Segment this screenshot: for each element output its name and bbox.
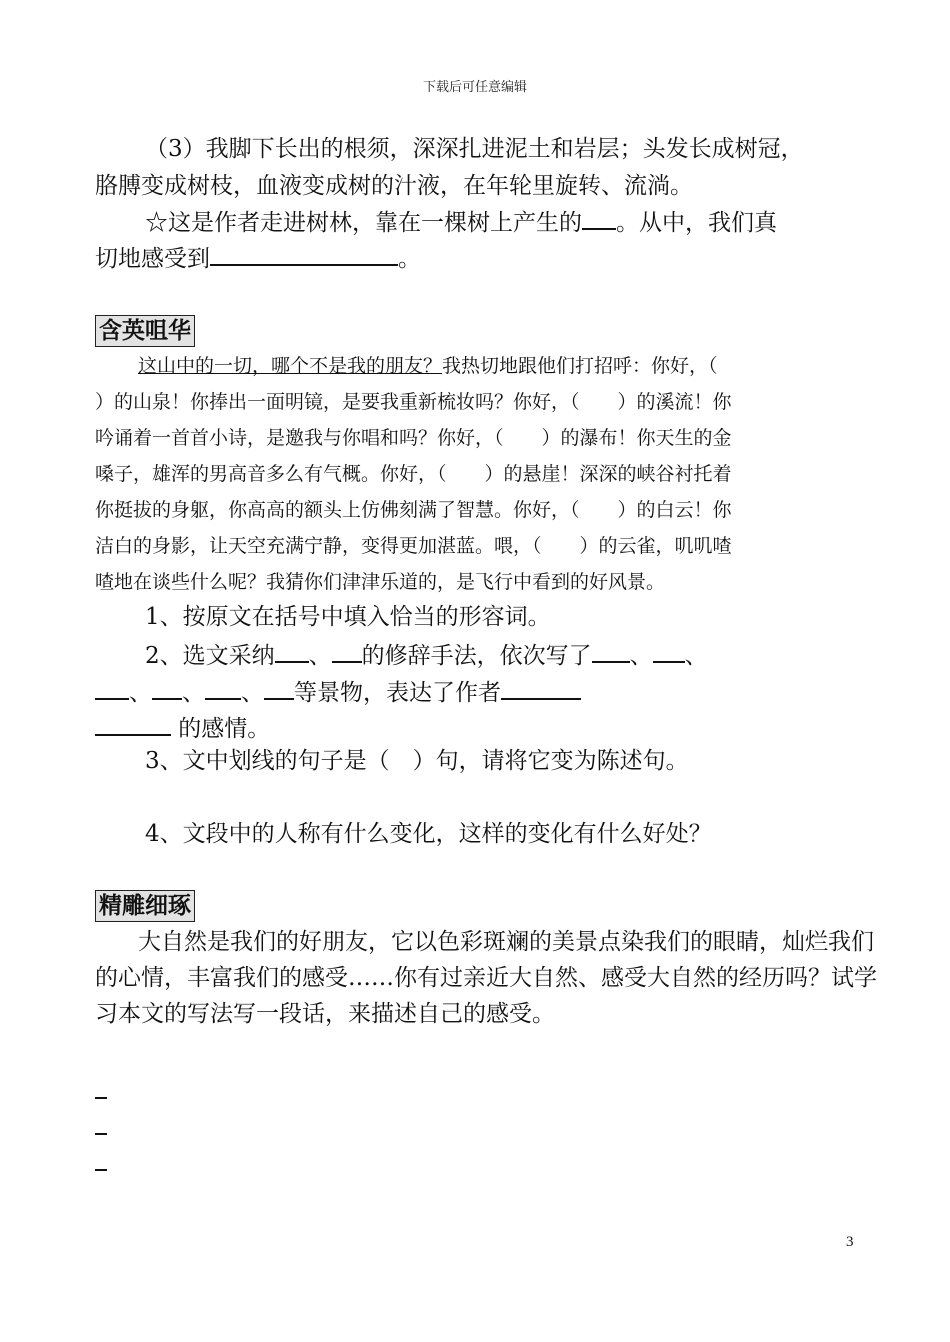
answer-blank[interactable]: [653, 639, 685, 663]
question-1: 1、按原文在括号中填入恰当的形容词。: [145, 604, 551, 630]
passage-line-7: 喳地在谈些什么呢？我猜你们津津乐道的，是飞行中看到的好风景。: [95, 571, 666, 593]
separator: 、: [308, 643, 332, 669]
question-2-text: 的修辞手法，依次写了: [361, 643, 592, 669]
passage-line-4: 嗓子，雄浑的男高音多么有气概。你好，（ ）的悬崖！深深的峡谷衬托着: [95, 463, 732, 485]
writing-prompt-line-3: 习本文的写法写一段话，来描述自己的感受。: [95, 1001, 555, 1027]
star-question-text-c: 切地感受到: [95, 246, 210, 272]
question-2-line-3: [95, 712, 270, 745]
passage-line-1: [138, 351, 718, 381]
star-question-text-d: 。: [398, 246, 421, 272]
writing-prompt-line-1: 大自然是我们的好朋友，它以色彩斑斓的美景点染我们的眼睛，灿烂我们: [138, 929, 874, 955]
answer-blank[interactable]: [264, 676, 294, 700]
question-3: 3、文中划线的句子是（ ）句，请将它变为陈述句。: [145, 748, 689, 774]
section-heading-jingdiao: 精雕细琢: [95, 890, 195, 922]
question-2-line-2: [95, 676, 581, 709]
question-2-line-1: [145, 639, 708, 672]
separator: 、: [629, 643, 653, 669]
answer-blank-long[interactable]: [210, 242, 398, 266]
page-header: 下载后可任意编辑: [422, 80, 527, 95]
question-2-text: 等景物，表达了作者: [294, 680, 501, 706]
answer-blank[interactable]: [332, 639, 362, 663]
separator: 、: [241, 680, 264, 706]
writing-line[interactable]: [95, 1133, 107, 1135]
passage-text: 我热切地跟他们打招呼：你好，（: [442, 355, 718, 377]
star-question-line-1: [145, 206, 777, 239]
writing-prompt-line-2: 的心情，丰富我们的感受……你有过亲近大自然、感受大自然的经历吗？试学: [95, 965, 877, 991]
star-question-text-a: ☆这是作者走进树林，靠在一棵树上产生的: [145, 210, 582, 236]
star-question-text-b: 。从中，我们真: [616, 210, 777, 236]
passage-line-3: 吟诵着一首首小诗，是邀我与你唱和吗？你好，（ ）的瀑布！你天生的金: [95, 427, 732, 449]
passage-line-2: ）的山泉！你捧出一面明镜，是要我重新梳妆吗？你好，（ ）的溪流！你: [95, 391, 732, 413]
answer-blank[interactable]: [275, 639, 309, 663]
answer-blank[interactable]: [205, 676, 241, 700]
answer-blank[interactable]: [152, 676, 182, 700]
question-3-line-1: （3）我脚下长出的根须，深深扎进泥土和岩层；头发长成树冠，: [145, 136, 804, 162]
writing-line[interactable]: [95, 1097, 107, 1099]
separator: 、: [129, 680, 152, 706]
answer-blank[interactable]: [592, 639, 630, 663]
writing-line[interactable]: [95, 1169, 107, 1171]
answer-blank-long[interactable]: [95, 712, 171, 736]
underlined-sentence: 这山中的一切，哪个不是我的朋友？: [138, 355, 443, 377]
separator: 、: [684, 643, 708, 669]
passage-line-6: 洁白的身影，让天空充满宁静，变得更加湛蓝。喂，（ ）的云雀，叽叽喳: [95, 535, 732, 557]
passage-line-5: 你挺拔的身躯，你高高的额头上仿佛刻满了智慧。你好，（ ）的白云！你: [95, 499, 732, 521]
question-2-text: 的感情。: [171, 716, 271, 742]
answer-blank-long[interactable]: [501, 676, 581, 700]
answer-blank[interactable]: [95, 676, 129, 700]
question-4: 4、文段中的人称有什么变化，这样的变化有什么好处？: [145, 821, 712, 847]
question-2-text: 2、选文采纳: [145, 643, 275, 669]
answer-blank[interactable]: [582, 206, 616, 230]
separator: 、: [182, 680, 205, 706]
question-3-line-2: 胳膊变成树枝，血液变成树的汁液，在年轮里旋转、流淌。: [95, 173, 693, 199]
section-heading-hanying: 含英咀华: [95, 315, 195, 347]
star-question-line-2: [95, 242, 421, 275]
page-number: 3: [846, 1234, 854, 1250]
